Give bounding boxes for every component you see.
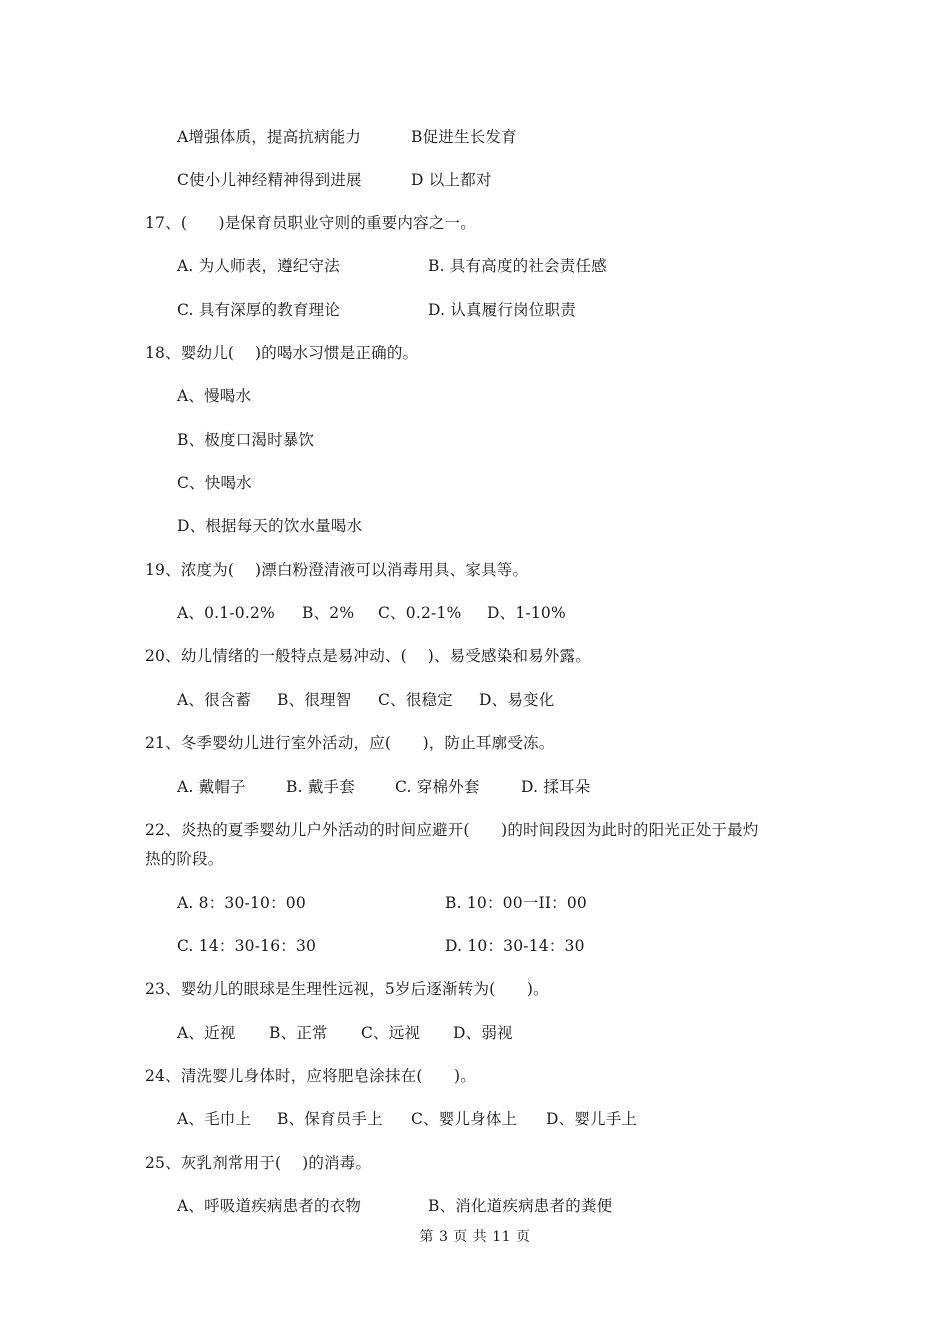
q19-stem: 19、浓度为( )漂白粉澄清液可以消毒用具、家具等。 bbox=[145, 561, 529, 579]
q21-option-b: B. 戴手套 bbox=[286, 778, 355, 796]
q22-option-d: D. 10：30-14：30 bbox=[445, 937, 585, 955]
q22-stem-line2: 热的阶段。 bbox=[145, 850, 224, 868]
q22-stem-line1: 22、炎热的夏季婴幼儿户外活动的时间应避开( )的时间段因为此时的阳光正处于最灼 bbox=[145, 821, 759, 839]
q17-option-d: D. 认真履行岗位职责 bbox=[428, 301, 576, 319]
q25-stem: 25、灰乳剂常用于( )的消毒。 bbox=[145, 1154, 372, 1172]
q24-option-a: A、毛巾上 bbox=[177, 1110, 252, 1128]
q20-stem: 20、幼儿情绪的一般特点是易冲动、( )、易受感染和易外露。 bbox=[145, 647, 591, 665]
q21-option-a: A. 戴帽子 bbox=[177, 778, 246, 796]
q24-option-c: C、婴儿身体上 bbox=[411, 1110, 518, 1128]
q16-option-a: A增强体质，提高抗病能力 bbox=[177, 128, 362, 146]
q18-option-b: B、极度口渴时暴饮 bbox=[177, 431, 315, 449]
q16-option-d: D 以上都对 bbox=[411, 171, 492, 189]
q21-option-d: D. 揉耳朵 bbox=[521, 778, 591, 796]
q18-option-a: A、慢喝水 bbox=[177, 387, 252, 405]
q19-option-a: A、0.1-0.2% bbox=[177, 604, 275, 622]
q25-option-b: B、消化道疾病患者的粪便 bbox=[428, 1197, 613, 1215]
q19-option-d: D、1-10% bbox=[487, 604, 566, 622]
q23-option-c: C、远视 bbox=[361, 1024, 421, 1042]
q16-option-b: B促进生长发育 bbox=[411, 128, 517, 146]
q18-option-d: D、根据每天的饮水量喝水 bbox=[177, 517, 363, 535]
q18-option-c: C、快喝水 bbox=[177, 474, 252, 492]
q21-option-c: C. 穿棉外套 bbox=[395, 778, 480, 796]
q24-option-b: B、保育员手上 bbox=[277, 1110, 383, 1128]
q24-option-d: D、婴儿手上 bbox=[546, 1110, 638, 1128]
q23-option-a: A、近视 bbox=[177, 1024, 236, 1042]
q16-option-c: C使小儿神经精神得到进展 bbox=[177, 171, 362, 189]
q22-option-b: B. 10：00一II：00 bbox=[445, 894, 587, 912]
q23-stem: 23、婴幼儿的眼球是生理性远视，5岁后逐渐转为( )。 bbox=[145, 980, 549, 998]
q17-stem: 17、( )是保育员职业守则的重要内容之一。 bbox=[145, 214, 476, 232]
q21-stem: 21、冬季婴幼儿进行室外活动，应( )，防止耳廓受冻。 bbox=[145, 734, 555, 752]
q19-option-b: B、2% bbox=[302, 604, 355, 622]
q20-option-c: C、很稳定 bbox=[378, 691, 453, 709]
q17-option-c: C. 具有深厚的教育理论 bbox=[177, 301, 341, 319]
q24-stem: 24、清洗婴儿身体时，应将肥皂涂抹在( )。 bbox=[145, 1067, 476, 1085]
q20-option-d: D、易变化 bbox=[479, 691, 555, 709]
q20-option-b: B、很理智 bbox=[277, 691, 352, 709]
q23-option-b: B、正常 bbox=[269, 1024, 328, 1042]
page-number-footer: 第 3 页 共 11 页 bbox=[419, 1229, 531, 1245]
q19-option-c: C、0.2-1% bbox=[378, 604, 462, 622]
q22-option-c: C. 14：30-16：30 bbox=[177, 937, 317, 955]
q20-option-a: A、很含蓄 bbox=[177, 691, 252, 709]
q17-option-a: A. 为人师表，遵纪守法 bbox=[177, 257, 340, 275]
q22-option-a: A. 8：30-10：00 bbox=[177, 894, 306, 912]
q23-option-d: D、弱视 bbox=[453, 1024, 513, 1042]
q17-option-b: B. 具有高度的社会责任感 bbox=[428, 257, 607, 275]
q18-stem: 18、婴幼儿( )的喝水习惯是正确的。 bbox=[145, 344, 419, 362]
q25-option-a: A、呼吸道疾病患者的衣物 bbox=[177, 1197, 362, 1215]
